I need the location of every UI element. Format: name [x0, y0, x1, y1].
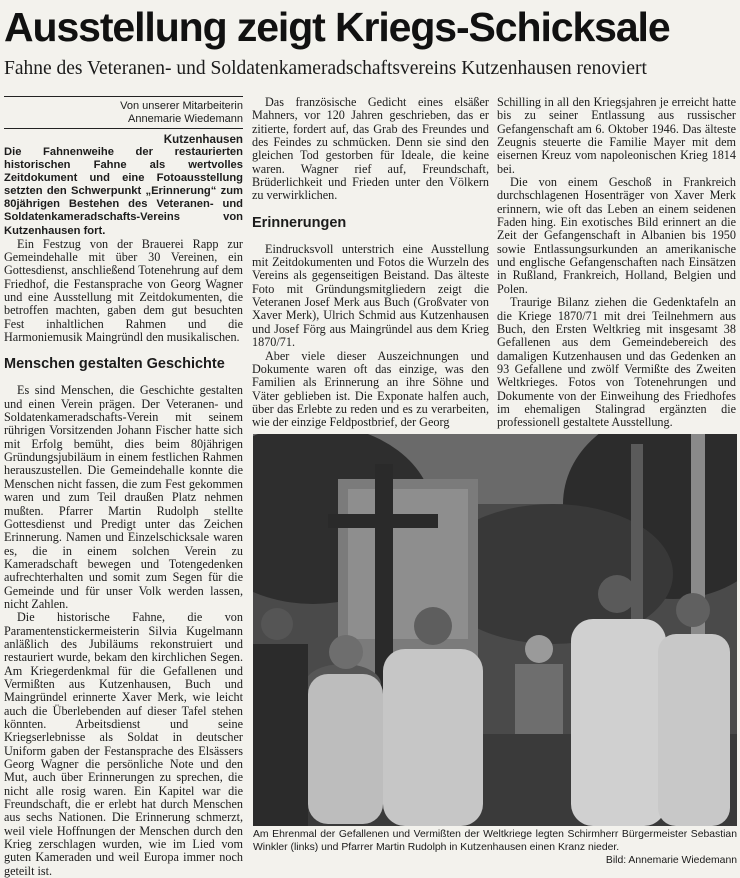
body-paragraph: Aber viele dieser Auszeichnungen und Dokumente waren oft das einzige, was den Familien als Erinnerung an ihre Söhne und Väter geblieben ist. Die Exponate halfen auch, über das Erlebte zu reden und es zu verarbeiten, wie der einzige Feldpostbrief, der Georg — [252, 348, 489, 430]
byline-line-2: Annemarie Wiedemann — [128, 112, 243, 125]
body-paragraph: Die historische Fahne, die von Paramentenstickermeisterin Silvia Kugelmann anläßlich des Jubiläums rekonstruiert und restauriert wurde, bekam den kirchlichen Segen. Am Kriegerdenkmal für die Gefallenen und Vermißten aus Kutzenhausen, Buch und Maingründel erinnerte Xaver Merk, wie leicht auch die Überlebenden auf dieser Tafel stehen könnten. Arbeitsdienst und seine Kriegserlebnisse als Soldat in deutscher Uniform gaben der Festansprache des Elsässers Georg Wagner die persönliche Note und den Mut, auch über Erinnerungen zu sprechen, die nicht alle rosig waren. Ein Kapitel war die Freundschaft, die er erlebt hat durch Menschen aus sechs Nationen. Die Erinnerung schmerzt, weil viele Hoffnungen der Menschen durch den Krieg zerschlagen wurden, wie im Lied vom guten Kameraden und weil Europa immer noch geteilt ist. — [4, 610, 243, 878]
photo-credit: Bild: Annemarie Wiedemann — [605, 855, 737, 866]
memorial-photo — [253, 434, 737, 826]
photo-caption: Am Ehrenmal der Gefallenen und Vermißten der Weltkriege legten Schirmherr Bürgermeister Sebastian Winkler (links) und Pfarrer Martin Rudolph in Kutzenhausen einen Kranz nieder. — [253, 829, 737, 853]
body-paragraph: Schilling in all den Kriegsjahren je erreicht hatte bis zu seiner Entlassung aus russischer Gefangenschaft am 6. Oktober 1946. Das älteste Zeugnis steuerte die Familie Mayer mit dem eisernen Kreuz vom napoleonischen Krieg 1814 bei. — [497, 95, 736, 176]
body-paragraph: Traurige Bilanz ziehen die Gedenktafeln an die Kriege 1870/71 mit drei Teilnehmern aus Buch, den Ersten Weltkrieg mit insgesamt 38 Gefallenen aus dem Gemeindebereich des damaligen Kutzenhausen und das Gedenken an 93 Gefallene und zwölf Vermißte des Zweiten Weltkrieges. Fotos von Totenehrungen und Dokumente von der Einweihung des Friedhofes im ehemaligen Stalingrad ergänzten die professionell gestaltete Ausstellung. — [497, 295, 736, 430]
byline-rule-bottom — [4, 128, 243, 129]
dateline: Kutzenhausen — [163, 133, 243, 146]
body-paragraph: Das französische Gedicht eines elsäßer Mahners, vor 120 Jahren geschrieben, das er zitierte, fordert auf, das Grab des Freundes und des Feindes zu schmücken. Denn sie sind den gleichen Tod gestorben für Ideale, die keine waren. Wagner rief auf, Freundschaft, Brüderlichkeit und Frieden unter den Völkern zu verwirklichen. — [252, 95, 489, 203]
photo-illustration — [253, 434, 737, 826]
column-3 — [497, 96, 736, 430]
column-2 — [252, 96, 489, 430]
section-heading: Erinnerungen — [252, 214, 347, 231]
body-paragraph: Eindrucksvoll unterstrich eine Ausstellung mit Zeitdokumenten und Fotos die Wurzeln des Vereins als gegenseitigen Beistand. Das älteste Foto mit Gründungsmitgliedern zeigt die Veteranen Josef Merk aus Buch (Großvater von Xaver Merk), Ulrich Schmid aus Kutzenhausen und Josef Förg aus Maingründel aus dem Krieg 1870/71. — [252, 241, 489, 350]
body-paragraph: Es sind Menschen, die Geschichte gestalten und einen Verein prägen. Der Veteranen- und Soldatenkameradschafts-Verein mit seinem rührigen Vorsitzenden Johann Fischer hatte sich mit Erfolg bemüht, dies beim 80jährigen Gründungsjubiläum in einem festlichen Rahmen herauszustellen. Die Gemeindehalle konnte die Menschen nicht fassen, die zum Fest gekommen waren und zum Teil draußen Platz nehmen mußten. Pfarrer Martin Rudolph stellte Gottesdienst und Predigt unter das Zeichen Erinnerung. Namen und Einzelschicksale waren es, die in einem solchen Verein zu Kameradschaft bewegen und Totengedenken aufrechterhalten und somit zum Segen für die Gemeinde und für unser Volk werden lassen, nicht Zahlen. — [4, 383, 243, 611]
body-paragraph: Ein Festzug von der Brauerei Rapp zur Gemeindehalle mit über 30 Vereinen, ein Gottesdienst, anschließend Totenehrung auf dem Friedhof, die Festansprache von Georg Wagner und eine Ausstellung mit Zeitdokumenten, die betroffen machten, gaben dem gut besuchten Fest inhaltlichen Rahmen und die Harmoniemusik Maingründl den musikalischen. — [4, 236, 243, 345]
column-1 — [4, 96, 243, 878]
lead-paragraph: Die Fahnenweihe der restaurierten historischen Fahne als wertvolles Zeitdokument und eine Fotoausstellung setzten den Schwerpunkt „Erinnerung“ zum 80jährigen Bestehen des Veteranen- und Soldatenkameradschafts-Vereins von Kutzenhausen fort. — [4, 146, 243, 237]
body-paragraph: Die von einem Geschoß in Frankreich durchschlagenen Hosenträger von Xaver Merk erinnern, wie oft das Leben an einem seidenen Faden hing. Ein exotisches Bild erinnert an die Zeit der Gefangenschaft in Albanien bis 1950 sowie Entlassungsurkunden an amerikanische und englische Gefangenschaften nach Einsätzen in Rußland, Frankreich, Holland, Belgien und Polen. — [497, 175, 736, 296]
subheadline: Fahne des Veteranen- und Soldatenkameradschaftsvereins Kutzenhausen renoviert — [4, 58, 647, 79]
headline: Ausstellung zeigt Kriegs-Schicksale — [4, 4, 670, 50]
byline-line-1: Von unserer Mitarbeiterin — [120, 100, 243, 112]
byline-rule-top — [4, 96, 243, 97]
section-heading: Menschen gestalten Geschichte — [4, 356, 225, 373]
